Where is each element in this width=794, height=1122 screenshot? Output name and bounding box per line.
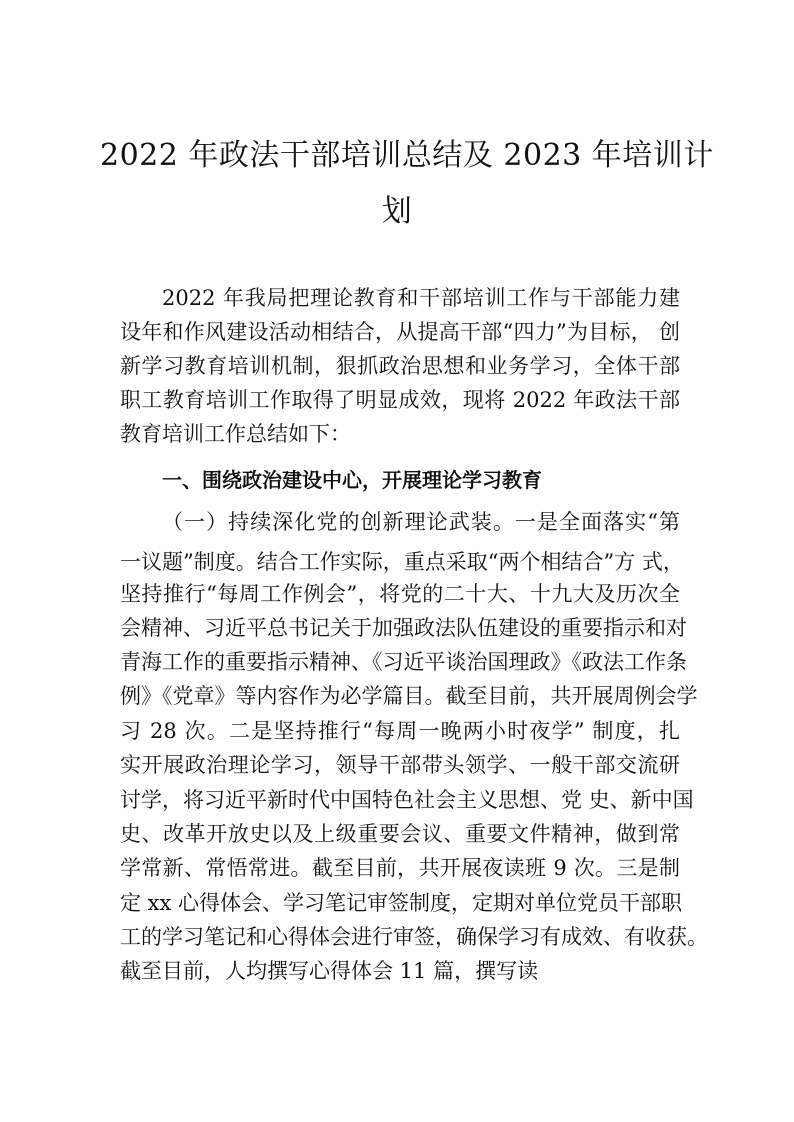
body-line: 讨学，将习近平新时代中国特色社会主义思想、党 史、新中国 [120,788,694,812]
body-line: 习 28 次。二是坚持推行“每周一晚两小时夜学” 制度，扎 [120,719,680,743]
body-line: 学常新、常悟常进。截至目前，共开展夜读班 9 次。三是制 [120,856,680,880]
section-heading: 一、围绕政治建设中心，开展理论学习教育 [162,468,542,492]
body-line: 定 xx 心得体会、学习笔记审签制度，定期对单位党员干部职 [120,891,683,915]
body-line: 会精神、习近平总书记关于加强政法队伍建设的重要指示和对 [120,616,687,640]
body-line: 实开展政治理论学习，领导干部带头领学、一般干部交流研 [120,753,680,777]
body-line: （一）持续深化党的创新理论武装。一是全面落实“第 [162,510,680,534]
intro-line: 设年和作风建设活动相结合，从提高干部“四力”为目标， 创 [120,320,680,344]
body-line: 截至目前，人均撰写心得体会 11 篇，撰写读 [120,959,539,983]
body-line: 一议题”制度。结合工作实际，重点采取“两个相结合”方 式， [120,550,684,574]
document-title-line-1: 2022 年政法干部培训总结及 2023 年培训计 [100,138,714,173]
intro-line: 2022 年我局把理论教育和干部培训工作与干部能力建 [162,286,680,310]
body-line: 青海工作的重要指示精神、《习近平谈治国理政》《政法工作条 [120,650,687,674]
intro-line: 职工教育培训工作取得了明显成效，现将 2022 年政法干部 [120,388,680,412]
body-line: 坚持推行“每周工作例会”，将党的二十大、十九大及历次全 [120,582,680,606]
intro-line: 新学习教育培训机制，狠抓政治思想和业务学习，全体干部 [120,354,680,378]
body-line: 例》《党章》等内容作为必学篇目。截至目前，共开展周例会学 [120,684,698,708]
intro-line: 教育培训工作总结如下： [120,422,351,446]
document-title-line-2: 划 [381,194,413,229]
body-line: 史、改革开放史以及上级重要会议、重要文件精神，做到常 [120,822,680,846]
body-line: 工的学习笔记和心得体会进行审签，确保学习有成效、有收获。 [120,925,708,949]
